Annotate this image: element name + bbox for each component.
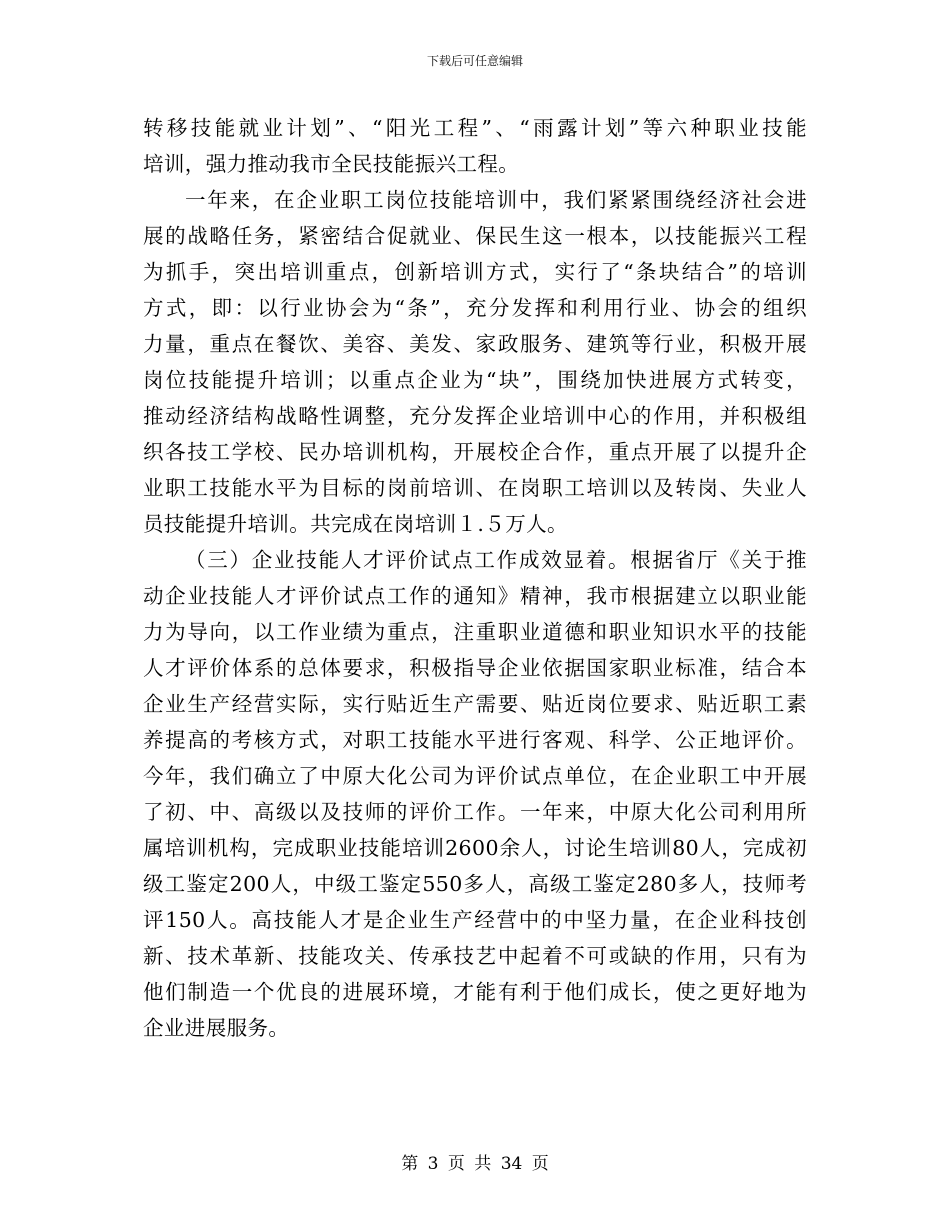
text-line: 了初、中、高级以及技师的评价工作。一年来，中原大化公司利用所	[143, 800, 807, 824]
text-line: 业职工技能水平为目标的岗前培训、在岗职工培训以及转岗、失业人	[143, 476, 807, 500]
text-line: 一年来，在企业职工岗位技能培训中，我们紧紧围绕经济社会进	[185, 188, 807, 212]
text-line: 新、技术革新、技能攻关、传承技艺中起着不可或缺的作用，只有为	[143, 944, 807, 968]
text-line: 岗位技能提升培训；以重点企业为“块”，围绕加快进展方式转变，	[143, 368, 807, 392]
text-line: （三）企业技能人才评价试点工作成效显着。根据省厅《关于推	[185, 548, 807, 572]
text-line: 评150人。高技能人才是企业生产经营中的中坚力量，在企业科技创	[143, 908, 807, 932]
text-line: 人才评价体系的总体要求，积极指导企业依据国家职业标准，结合本	[143, 656, 807, 680]
text-line: 动企业技能人才评价试点工作的通知》精神，我市根据建立以职业能	[143, 584, 807, 608]
paragraph	[143, 182, 807, 542]
text-line: 今年，我们确立了中原大化公司为评价试点单位，在企业职工中开展	[143, 764, 807, 788]
text-line: 企业生产经营实际，实行贴近生产需要、贴近岗位要求、贴近职工素	[143, 692, 807, 716]
text-line: 培训，强力推动我市全民技能振兴工程。	[143, 152, 520, 176]
text-line: 企业进展服务。	[143, 1016, 290, 1040]
text-line: 养提高的考核方式，对职工技能水平进行客观、科学、公正地评价。	[143, 728, 807, 752]
paragraph	[143, 542, 807, 1046]
text-line: 方式，即：以行业协会为“条”，充分发挥和利用行业、协会的组织	[143, 296, 807, 320]
text-line: 级工鉴定200人，中级工鉴定550多人，高级工鉴定280多人，技师考	[143, 872, 807, 896]
text-line: 力为导向，以工作业绩为重点，注重职业道德和职业知识水平的技能	[143, 620, 807, 644]
text-line: 转移技能就业计划”、“阳光工程”、“雨露计划”等六种职业技能	[143, 116, 807, 140]
text-line: 他们制造一个优良的进展环境，才能有利于他们成长，使之更好地为	[143, 980, 807, 1004]
document-body	[143, 110, 807, 1046]
page-footer: 第 3 页 共 34 页	[401, 1154, 549, 1174]
text-line: 织各技工学校、民办培训机构，开展校企合作，重点开展了以提升企	[143, 440, 807, 464]
text-line: 推动经济结构战略性调整，充分发挥企业培训中心的作用，并积极组	[143, 404, 807, 428]
page-header: 下载后可任意编辑	[426, 54, 523, 68]
text-line: 属培训机构，完成职业技能培训2600余人，讨论生培训80人，完成初	[143, 836, 807, 860]
paragraph	[143, 110, 807, 182]
text-line: 员技能提升培训。共完成在岗培训１.５万人。	[143, 512, 568, 536]
text-line: 力量，重点在餐饮、美容、美发、家政服务、建筑等行业，积极开展	[143, 332, 807, 356]
text-line: 展的战略任务，紧密结合促就业、保民生这一根本，以技能振兴工程	[143, 224, 807, 248]
text-line: 为抓手，突出培训重点，创新培训方式，实行了“条块结合”的培训	[143, 260, 807, 284]
